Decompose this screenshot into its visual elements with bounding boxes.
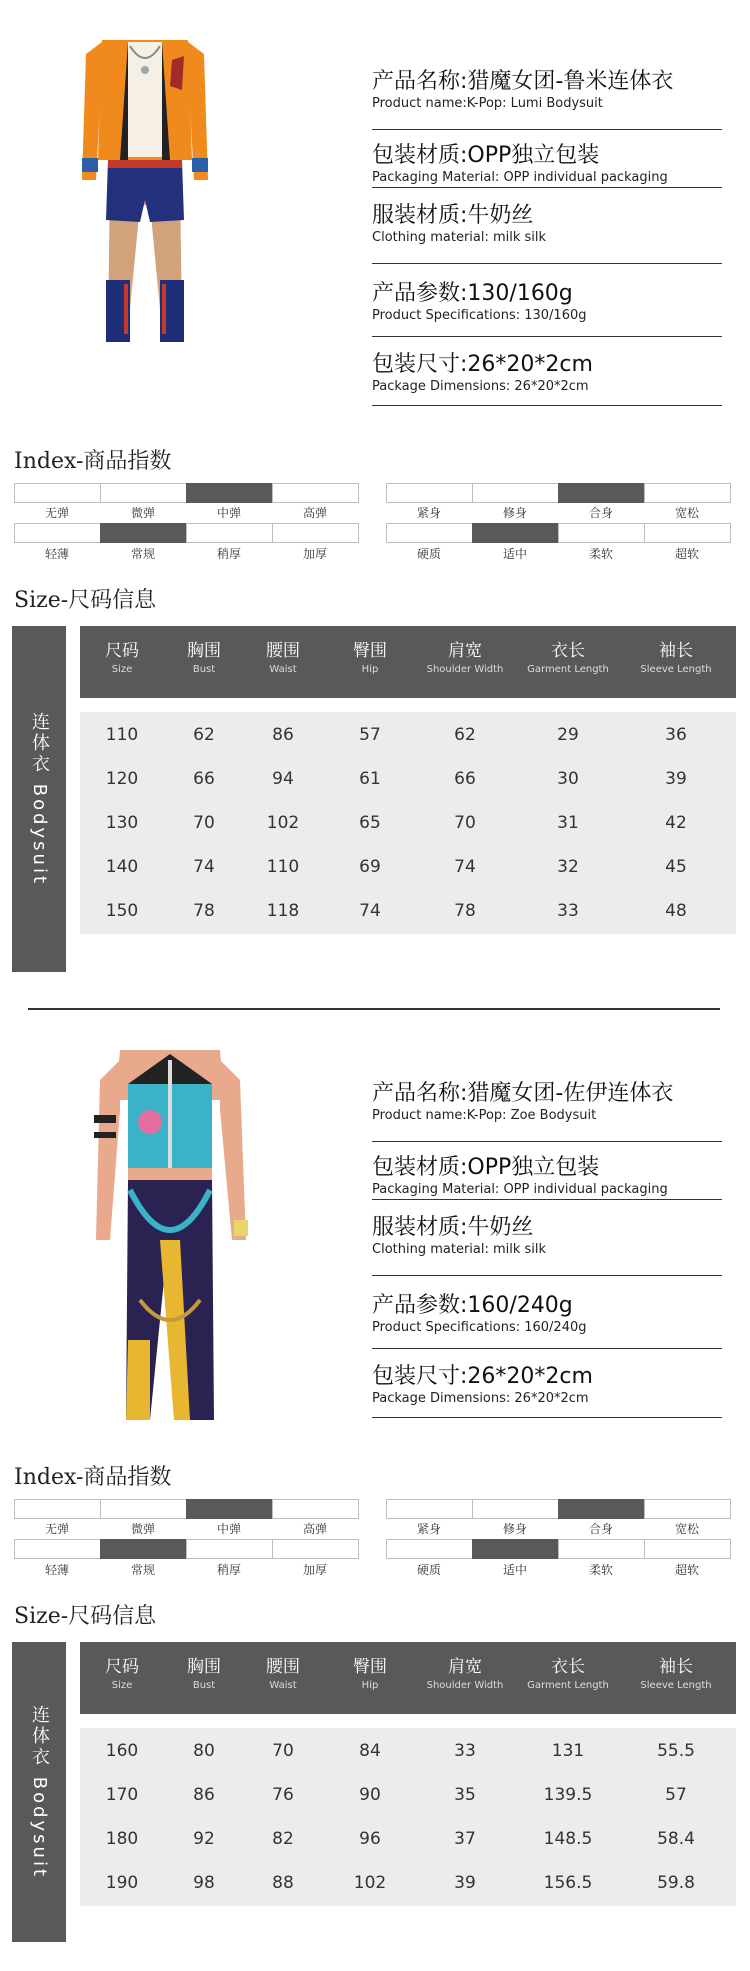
table-row — [80, 1816, 736, 1862]
index-cell-selected — [472, 523, 559, 543]
index-label: 修身 — [502, 1522, 527, 1536]
table-cell: 39 — [454, 1873, 476, 1893]
index-label: 加厚 — [302, 1563, 327, 1577]
index-cell — [14, 1499, 101, 1519]
softness-labels — [386, 1563, 730, 1577]
index-title: Index-商品指数 — [14, 1465, 172, 1490]
softness-labels — [386, 547, 730, 561]
index-cell — [386, 523, 473, 543]
fit-labels — [386, 506, 730, 520]
header-sleeve-length: 袖长 Sleeve Length — [640, 641, 712, 675]
table-cell: 150 — [105, 901, 139, 921]
index-cell — [644, 1499, 731, 1519]
table-cell: 33 — [557, 901, 579, 921]
index-label: 适中 — [502, 1563, 527, 1577]
table-cell: 35 — [454, 1785, 476, 1805]
index-label: 合身 — [588, 506, 613, 520]
table-cell: 98 — [193, 1873, 215, 1893]
material-en: Clothing material: milk silk — [372, 230, 547, 245]
table-row — [80, 712, 736, 758]
size-side-band — [12, 1642, 66, 1942]
thickness-labels — [14, 547, 358, 561]
index-label: 无弹 — [44, 506, 69, 520]
spec-cn: 产品参数:130/160g — [372, 281, 573, 306]
table-cell: 55.5 — [657, 1741, 695, 1761]
softness-bar — [386, 1539, 730, 1559]
index-label: 无弹 — [44, 1522, 69, 1536]
side-label: 连体衣 Bodysuit — [29, 711, 50, 886]
table-cell: 66 — [454, 769, 476, 789]
index-cell — [14, 1539, 101, 1559]
table-cell: 36 — [665, 725, 687, 745]
fit-bar — [386, 1499, 730, 1519]
dimensions-en: Package Dimensions: 26*20*2cm — [372, 1391, 589, 1406]
table-cell: 156.5 — [543, 1873, 593, 1893]
info-row-spec — [372, 1276, 722, 1349]
thickness-labels — [14, 1563, 358, 1577]
table-cell: 102 — [266, 813, 300, 833]
softness-bar — [386, 523, 730, 543]
index-cell-selected — [558, 1499, 645, 1519]
table-cell: 32 — [557, 857, 579, 877]
table-cell: 31 — [557, 813, 579, 833]
index-label: 硬质 — [416, 547, 441, 561]
dimensions-cn: 包装尺寸:26*20*2cm — [372, 1364, 593, 1389]
info-row-dimensions — [372, 1349, 722, 1418]
spec-cn: 产品参数:160/240g — [372, 1293, 573, 1318]
table-cell: 160 — [105, 1741, 139, 1761]
table-cell: 39 — [665, 769, 687, 789]
index-label: 紧身 — [416, 506, 441, 520]
size-title: Size-尺码信息 — [14, 588, 157, 613]
index-title: Index-商品指数 — [14, 449, 172, 474]
header-bust: 胸围 Bust — [187, 641, 221, 675]
packaging-cn: 包装材质:OPP独立包装 — [372, 143, 600, 168]
table-cell: 110 — [105, 725, 139, 745]
spec-en: Product Specifications: 130/160g — [372, 308, 587, 323]
index-cell — [272, 523, 359, 543]
packaging-en: Packaging Material: OPP individual packaging — [372, 170, 668, 185]
table-cell: 82 — [272, 1829, 294, 1849]
dimensions-cn: 包装尺寸:26*20*2cm — [372, 352, 593, 377]
index-cell — [558, 523, 645, 543]
table-cell: 42 — [665, 813, 687, 833]
header-shoulder: 肩宽 Shoulder Width — [426, 1657, 504, 1691]
header-size: 尺码 Size — [105, 641, 139, 675]
index-label: 中弹 — [216, 1522, 241, 1536]
header-sleeve-length: 袖长 Sleeve Length — [640, 1657, 712, 1691]
table-cell: 190 — [105, 1873, 139, 1893]
index-cell — [472, 483, 559, 503]
info-row-packaging — [372, 1142, 722, 1200]
table-cell: 139.5 — [543, 1785, 593, 1805]
info-row-material — [372, 1200, 722, 1276]
size-table-1 — [12, 626, 738, 972]
index-label: 微弹 — [130, 1522, 155, 1536]
elasticity-labels — [14, 1522, 358, 1536]
table-cell: 86 — [272, 725, 294, 745]
dimensions-en: Package Dimensions: 26*20*2cm — [372, 379, 589, 394]
index-cell — [14, 523, 101, 543]
table-cell: 76 — [272, 1785, 294, 1805]
index-label: 高弹 — [302, 506, 327, 520]
table-cell: 130 — [105, 813, 139, 833]
index-cell-selected — [100, 1539, 187, 1559]
index-label: 修身 — [502, 506, 527, 520]
table-cell: 78 — [454, 901, 476, 921]
table-cell: 57 — [665, 1785, 687, 1805]
size-table-2 — [12, 1642, 738, 1942]
index-label: 超软 — [674, 547, 699, 561]
index-cell — [558, 1539, 645, 1559]
index-cell — [14, 483, 101, 503]
header-shoulder: 肩宽 Shoulder Width — [426, 641, 504, 675]
zoe-bodysuit-illustration — [90, 1040, 250, 1440]
index-label: 稍厚 — [216, 1563, 241, 1577]
index-cell — [386, 483, 473, 503]
index-cell — [644, 1539, 731, 1559]
thickness-bar — [14, 1539, 358, 1559]
product-name-cn: 产品名称:猎魔女团-佐伊连体衣 — [372, 1081, 674, 1106]
table-row — [80, 888, 736, 934]
table-cell: 45 — [665, 857, 687, 877]
table-cell: 74 — [454, 857, 476, 877]
header-hip: 臀围 Hip — [353, 641, 387, 675]
lumi-bodysuit-illustration — [80, 30, 210, 350]
index-cell — [186, 523, 273, 543]
index-label: 宽松 — [674, 506, 699, 520]
product-1-info — [372, 56, 722, 406]
elasticity-bar — [14, 483, 358, 503]
elasticity-bar — [14, 1499, 358, 1519]
header-hip: 臀围 Hip — [353, 1657, 387, 1691]
table-cell: 65 — [359, 813, 381, 833]
side-label: 连体衣 Bodysuit — [29, 1704, 50, 1879]
info-row-name — [372, 56, 722, 130]
info-row-material — [372, 188, 722, 264]
index-cell-selected — [100, 523, 187, 543]
table-cell: 48 — [665, 901, 687, 921]
product-1-image — [80, 30, 210, 350]
index-label: 硬质 — [416, 1563, 441, 1577]
table-cell: 94 — [272, 769, 294, 789]
index-label: 适中 — [502, 547, 527, 561]
info-row-name — [372, 1068, 722, 1142]
table-cell: 70 — [193, 813, 215, 833]
index-label: 柔软 — [588, 547, 613, 561]
index-cell — [386, 1539, 473, 1559]
product-name-en: Product name:K-Pop: Lumi Bodysuit — [372, 96, 603, 111]
table-row — [80, 800, 736, 846]
index-label: 超软 — [674, 1563, 699, 1577]
index-cell-selected — [186, 483, 273, 503]
index-cell — [186, 1539, 273, 1559]
table-cell: 80 — [193, 1741, 215, 1761]
product-2-image — [90, 1040, 250, 1440]
table-cell: 58.4 — [657, 1829, 695, 1849]
header-garment-length: 衣长 Garment Length — [527, 641, 609, 675]
index-label: 宽松 — [674, 1522, 699, 1536]
index-label: 紧身 — [416, 1522, 441, 1536]
index-cell-selected — [558, 483, 645, 503]
index-label: 中弹 — [216, 506, 241, 520]
packaging-en: Packaging Material: OPP individual packaging — [372, 1182, 668, 1197]
size-table-header — [80, 626, 736, 698]
product-name-en: Product name:K-Pop: Zoe Bodysuit — [372, 1108, 597, 1123]
fit-labels — [386, 1522, 730, 1536]
table-cell: 78 — [193, 901, 215, 921]
table-cell: 62 — [193, 725, 215, 745]
header-waist: 腰围 Waist — [266, 1657, 300, 1691]
product-2-info — [372, 1068, 722, 1418]
index-cell — [386, 1499, 473, 1519]
table-cell: 69 — [359, 857, 381, 877]
section-divider — [28, 1008, 720, 1010]
table-cell: 66 — [193, 769, 215, 789]
table-row — [80, 1728, 736, 1774]
table-cell: 102 — [353, 1873, 387, 1893]
index-label: 稍厚 — [216, 547, 241, 561]
table-row — [80, 1860, 736, 1906]
table-cell: 110 — [266, 857, 300, 877]
size-side-band — [12, 626, 66, 972]
table-cell: 90 — [359, 1785, 381, 1805]
table-cell: 30 — [557, 769, 579, 789]
table-cell: 170 — [105, 1785, 139, 1805]
table-cell: 70 — [454, 813, 476, 833]
table-cell: 96 — [359, 1829, 381, 1849]
table-cell: 131 — [551, 1741, 585, 1761]
table-cell: 59.8 — [657, 1873, 695, 1893]
table-cell: 84 — [359, 1741, 381, 1761]
header-size: 尺码 Size — [105, 1657, 139, 1691]
table-row — [80, 1772, 736, 1818]
header-garment-length: 衣长 Garment Length — [527, 1657, 609, 1691]
thickness-bar — [14, 523, 358, 543]
index-label: 轻薄 — [44, 1563, 69, 1577]
table-cell: 61 — [359, 769, 381, 789]
index-label: 加厚 — [302, 547, 327, 561]
material-cn: 服装材质:牛奶丝 — [372, 1215, 534, 1240]
table-cell: 37 — [454, 1829, 476, 1849]
index-cell — [272, 1539, 359, 1559]
index-label: 轻薄 — [44, 547, 69, 561]
table-cell: 92 — [193, 1829, 215, 1849]
table-row — [80, 756, 736, 802]
index-cell-selected — [472, 1539, 559, 1559]
index-cell — [644, 523, 731, 543]
product-name-cn: 产品名称:猎魔女团-鲁米连体衣 — [372, 69, 674, 94]
size-table-header — [80, 1642, 736, 1714]
index-cell — [272, 483, 359, 503]
index-cell-selected — [186, 1499, 273, 1519]
packaging-cn: 包装材质:OPP独立包装 — [372, 1155, 600, 1180]
spec-en: Product Specifications: 160/240g — [372, 1320, 587, 1335]
header-waist: 腰围 Waist — [266, 641, 300, 675]
info-row-packaging — [372, 130, 722, 188]
index-label: 柔软 — [588, 1563, 613, 1577]
table-cell: 74 — [359, 901, 381, 921]
table-cell: 74 — [193, 857, 215, 877]
info-row-spec — [372, 264, 722, 337]
index-cell — [644, 483, 731, 503]
index-cell — [272, 1499, 359, 1519]
table-cell: 70 — [272, 1741, 294, 1761]
table-cell: 86 — [193, 1785, 215, 1805]
table-cell: 88 — [272, 1873, 294, 1893]
index-cell — [100, 483, 187, 503]
index-label: 高弹 — [302, 1522, 327, 1536]
index-label: 合身 — [588, 1522, 613, 1536]
table-cell: 62 — [454, 725, 476, 745]
table-cell: 120 — [105, 769, 139, 789]
material-en: Clothing material: milk silk — [372, 1242, 547, 1257]
fit-bar — [386, 483, 730, 503]
size-title: Size-尺码信息 — [14, 1604, 157, 1629]
header-bust: 胸围 Bust — [187, 1657, 221, 1691]
table-cell: 118 — [266, 901, 300, 921]
material-cn: 服装材质:牛奶丝 — [372, 203, 534, 228]
table-cell: 148.5 — [543, 1829, 593, 1849]
table-cell: 33 — [454, 1741, 476, 1761]
index-cell — [100, 1499, 187, 1519]
index-cell — [472, 1499, 559, 1519]
table-row — [80, 844, 736, 890]
table-cell: 29 — [557, 725, 579, 745]
table-cell: 180 — [105, 1829, 139, 1849]
index-label: 常规 — [130, 1563, 155, 1577]
table-cell: 57 — [359, 725, 381, 745]
table-cell: 140 — [105, 857, 139, 877]
index-label: 常规 — [130, 547, 155, 561]
info-row-dimensions — [372, 337, 722, 406]
index-label: 微弹 — [130, 506, 155, 520]
elasticity-labels — [14, 506, 358, 520]
